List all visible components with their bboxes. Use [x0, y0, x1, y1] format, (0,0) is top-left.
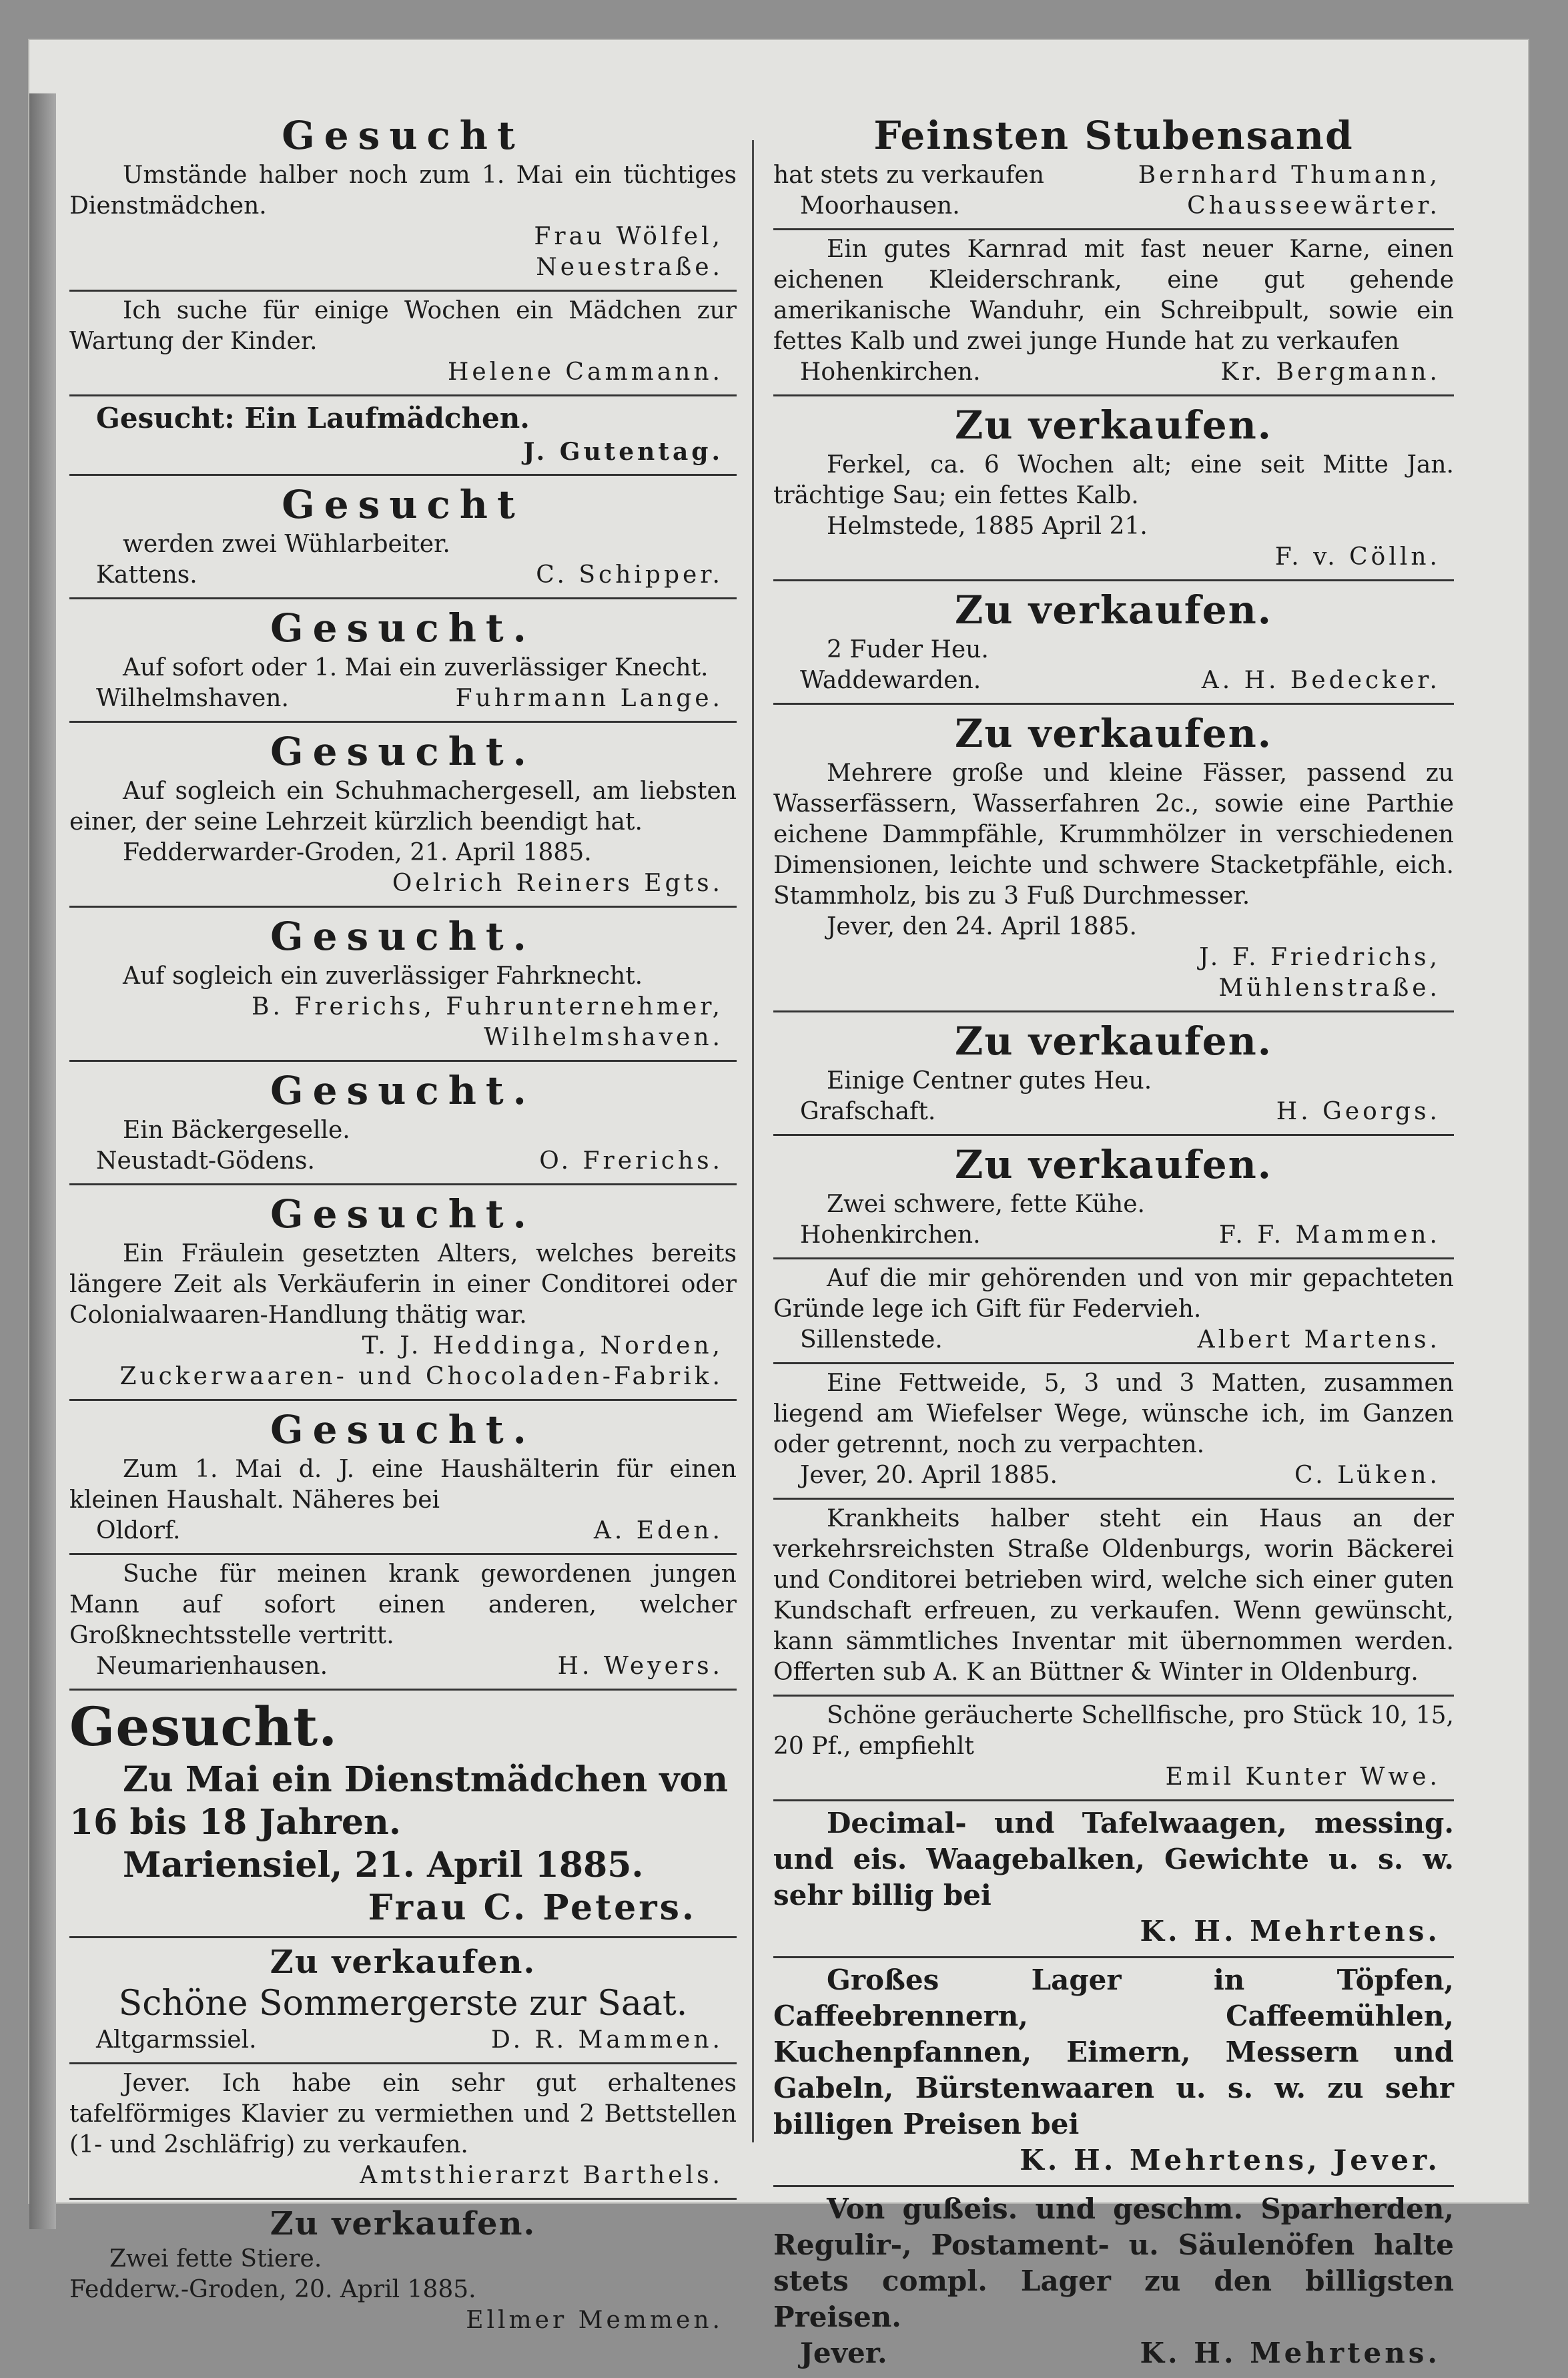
ad-place-date: Fedderw.-Groden, 20. April 1885.: [69, 2276, 476, 2303]
ad-signature: A. Eden.: [593, 1517, 723, 1544]
ad-heading: Zu verkaufen.: [954, 711, 1272, 756]
ad-signature: F. F. Mammen.: [1218, 1221, 1441, 1249]
ad-signature-row: [69, 2025, 737, 2056]
ad-heading: Zu verkaufen.: [270, 2205, 536, 2243]
ad-heading: Zu verkaufen.: [954, 587, 1272, 633]
ad-text: Auf sofort oder 1. Mai ein zuverlässiger Knecht.: [123, 654, 709, 681]
ad-memmen: [69, 2200, 737, 2343]
ad-text: Jever. Ich habe ein sehr gut erhaltenes tafelförmiges Klavier zu vermiethen und 2 Bettstellen (1- und 2schläfrig) zu verkaufen.: [69, 2070, 737, 2158]
ad-lange: [69, 599, 737, 723]
ad-coelln: [773, 396, 1454, 581]
ad-text: werden zwei Wühlarbeiter.: [123, 531, 450, 558]
ad-schipper: [69, 476, 737, 599]
ad-text: Zwei fette Stiere.: [109, 2245, 322, 2273]
ad-georgs: [773, 1012, 1454, 1136]
ad-text: Zu Mai ein Dienstmädchen von 16 bis 18 Jahren.: [69, 1759, 729, 1843]
ad-signature-row: [773, 1097, 1454, 1127]
ad-signature: K. H. Mehrtens, Jever.: [1020, 2144, 1441, 2176]
ad-heading: Gesucht.: [270, 1407, 536, 1452]
ad-heddinga: [69, 1185, 737, 1401]
ad-martens: [773, 1259, 1454, 1364]
ad-kunter: [773, 1697, 1454, 1801]
ad-mehrtens-herde: [773, 2187, 1454, 2378]
ad-signature: O. Frerichs.: [539, 1147, 723, 1175]
ad-gutentag: [69, 396, 737, 476]
right-column: [773, 107, 1454, 2378]
ad-signature: Bernhard Thumann,: [1138, 162, 1441, 189]
ad-place: Altgarmssiel.: [96, 2026, 257, 2054]
ad-place: Grafschaft.: [800, 1098, 936, 1125]
ad-signature: F. v. Cölln.: [1274, 543, 1441, 571]
ad-heading: Gesucht.: [69, 1695, 338, 1758]
ad-place: Hohenkirchen.: [800, 358, 981, 386]
ad-signature-row: [69, 560, 737, 591]
ad-signature: Helene Cammann.: [447, 358, 723, 386]
ad-heading: Zu verkaufen.: [954, 1018, 1272, 1064]
ad-place-date: Jever, den 24. April 1885.: [827, 913, 1137, 940]
ad-signature: C. Lüken.: [1294, 1462, 1441, 1489]
ad-signature: Emil Kunter Wwe.: [1165, 1763, 1441, 1791]
ad-signature: Kr. Bergmann.: [1220, 358, 1441, 386]
ad-lueken: [773, 1364, 1454, 1500]
ad-signature-row: [69, 1651, 737, 1682]
ad-text: Ein Fräulein gesetzten Alters, welches bereits längere Zeit als Verkäuferin in einer Conditorei oder Colonialwaaren-Handlung thätig war.: [69, 1240, 737, 1329]
page-binding-edge: [29, 93, 56, 2229]
ad-mehrtens-lager: [773, 1958, 1454, 2187]
ad-peters: [69, 1691, 737, 1938]
ad-text: Auf die mir gehörenden und von mir gepachteten Gründe lege ich Gift für Federvieh.: [773, 1265, 1454, 1323]
ad-signature: Fuhrmann Lange.: [455, 685, 723, 712]
ad-woelfel: [69, 107, 737, 292]
ad-signature: T. J. Heddinga, Norden,: [362, 1332, 723, 1360]
ad-signature-row: [773, 1460, 1454, 1491]
ad-signature: Albert Martens.: [1197, 1326, 1441, 1354]
ad-text: Mehrere große und kleine Fässer, passend zu Wasserfässern, Wasserfahren 2c., sowie eine Parthie eichene Dammpfähle, Krummhölzer in verschiedenen Dimensionen, leichte und schwere Stacketpfähle, eich. Stammholz, bis zu 3 Fuß Durchmesser.: [773, 760, 1454, 910]
ad-text: Ferkel, ca. 6 Wochen alt; eine seit Mitte Jan. trächtige Sau; ein fettes Kalb.: [773, 451, 1454, 509]
ad-place: Kattens.: [96, 561, 198, 589]
ad-heading: Zu verkaufen.: [954, 402, 1272, 448]
ad-place: Waddewarden.: [800, 667, 982, 694]
ad-signature-address: Neuestraße.: [536, 254, 723, 281]
ad-text: 2 Fuder Heu.: [827, 636, 989, 663]
ad-text: Ein Bäckergeselle.: [123, 1117, 350, 1144]
ad-text: Gesucht: Ein Laufmädchen.: [96, 402, 530, 434]
ad-place: Oldorf.: [96, 1517, 181, 1544]
ad-signature: Oelrich Reiners Egts.: [392, 870, 723, 897]
ad-text-row: [773, 160, 1454, 191]
ad-signature-address: Wilhelmshaven.: [484, 1024, 723, 1051]
ad-signature-row: [773, 2335, 1454, 2371]
ad-signature-row: [69, 683, 737, 714]
ad-signature: H. Weyers.: [557, 1653, 723, 1680]
ad-text: Zwei schwere, fette Kühe.: [827, 1191, 1145, 1218]
ad-text: Ich suche für einige Wochen ein Mädchen zur Wartung der Kinder.: [69, 297, 737, 355]
ad-signature-row: [773, 1325, 1454, 1356]
ad-text: hat stets zu verkaufen: [773, 162, 1044, 189]
ad-weyers: [69, 1555, 737, 1691]
ad-friedrichs: [773, 705, 1454, 1012]
ad-place-date: Mariensiel, 21. April 1885.: [123, 1845, 644, 1885]
ad-signature-row: [69, 1146, 737, 1177]
ad-heading: Gesucht.: [270, 729, 536, 774]
ad-place: Jever, 20. April 1885.: [800, 1462, 1058, 1489]
ad-text: Schöne geräucherte Schellfische, pro Stück 10, 15, 20 Pf., empfiehlt: [773, 1702, 1454, 1760]
ad-heading: Gesucht.: [270, 914, 536, 959]
ad-text: Schöne Sommergerste zur Saat.: [118, 1984, 688, 2024]
ad-place: Hohenkirchen.: [800, 1221, 981, 1249]
ad-signature: Frau Wölfel,: [534, 223, 723, 250]
ad-signature: Ellmer Memmen.: [466, 2307, 723, 2334]
ad-signature: K. H. Mehrtens.: [1140, 2337, 1441, 2369]
ad-cammann: [69, 292, 737, 396]
column-divider: [752, 140, 754, 2142]
ad-heading: Zu verkaufen.: [954, 1142, 1272, 1187]
ad-barthels: [69, 2064, 737, 2200]
ad-thumann: [773, 107, 1454, 230]
ad-frerichs-o: [69, 1062, 737, 1185]
ad-text: Auf sogleich ein Schuhmachergesell, am liebsten einer, der seine Lehrzeit kürzlich beendigt hat.: [69, 778, 737, 836]
ad-signature: Frau C. Peters.: [368, 1887, 697, 1928]
ad-egts: [69, 723, 737, 908]
ad-mehrtens-waagen: [773, 1801, 1454, 1958]
ad-signature: J. Gutentag.: [523, 438, 723, 466]
ad-signature: C. Schipper.: [536, 561, 723, 589]
ad-heading: Gesucht: [282, 113, 524, 158]
ad-text: Von gußeis. und geschm. Sparherden, Regulir-, Postament- u. Säulenöfen halte stets compl. Lager zu den billigsten Preisen.: [773, 2192, 1454, 2333]
ad-text: Decimal- und Tafelwaagen, messing. und eis. Waagebalken, Gewichte u. s. w. sehr billig bei: [773, 1807, 1454, 1911]
ad-signature: J. F. Friedrichs,: [1199, 944, 1441, 971]
ad-place: Neumarienhausen.: [96, 1653, 328, 1680]
ad-text: Suche für meinen krank gewordenen jungen Mann auf sofort einen anderen, welcher Großknechtsstelle vertritt.: [69, 1560, 737, 1649]
ad-heading: Gesucht.: [270, 1068, 536, 1113]
ad-text: Ein gutes Karnrad mit fast neuer Karne, einen eichenen Kleiderschrank, eine gut gehende amerikanische Wanduhr, ein Schreibpult, sowie ein fettes Kalb und zwei junge Hunde hat zu verkaufen: [773, 236, 1454, 355]
ad-mammen-dr: [69, 1938, 737, 2064]
ad-text: Einige Centner gutes Heu.: [827, 1067, 1152, 1095]
ad-text: Eine Fettweide, 5, 3 und 3 Matten, zusammen liegend am Wiefelser Wege, wünsche ich, im Ganzen oder getrennt, noch zu verpachten.: [773, 1370, 1454, 1458]
ad-text: Großes Lager in Töpfen, Caffeebrennern, Caffeemühlen, Kuchenpfannen, Eimern, Messern und Gabeln, Bürstenwaaren u. s. w. zu sehr billigen Preisen bei: [773, 1964, 1454, 2140]
ad-bedecker: [773, 581, 1454, 705]
ad-text: Auf sogleich ein zuverlässiger Fahrknecht.: [123, 962, 643, 990]
ad-signature-row: [773, 357, 1454, 388]
ad-eden: [69, 1401, 737, 1555]
ad-place: Moorhausen.: [800, 192, 960, 220]
ad-signature-row: [773, 1220, 1454, 1251]
ad-signature: D. R. Mammen.: [491, 2026, 723, 2054]
ad-place-date: Fedderwarder-Groden, 21. April 1885.: [123, 839, 592, 866]
ad-signature-row: [773, 191, 1454, 222]
ad-signature-row: [69, 1516, 737, 1546]
ad-bergmann: [773, 230, 1454, 396]
ad-mammen-ff: [773, 1136, 1454, 1259]
ad-signature-row: [773, 665, 1454, 696]
ad-heading: Gesucht.: [270, 605, 536, 651]
ad-signature-firm: Zuckerwaaren- und Chocoladen-Fabrik.: [119, 1363, 723, 1390]
ad-signature-address: Mühlenstraße.: [1218, 974, 1441, 1002]
ad-signature-title: Chausseewärter.: [1187, 192, 1441, 220]
ad-place: Wilhelmshaven.: [96, 685, 289, 712]
ad-signature: H. Georgs.: [1276, 1098, 1441, 1125]
ad-text: Zum 1. Mai d. J. eine Haushälterin für einen kleinen Haushalt. Näheres bei: [69, 1456, 737, 1514]
ad-signature: A. H. Bedecker.: [1201, 667, 1441, 694]
ad-haus-verkauf: [773, 1500, 1454, 1697]
ad-signature: K. H. Mehrtens.: [1140, 1915, 1441, 1948]
ad-place: Neustadt-Gödens.: [96, 1147, 315, 1175]
ad-frerichs-b: [69, 908, 737, 1062]
ad-signature: Amtsthierarzt Barthels.: [360, 2162, 723, 2189]
ad-heading: Zu verkaufen.: [270, 1944, 536, 1981]
ad-line: [69, 400, 737, 436]
ad-signature: B. Frerichs, Fuhrunternehmer,: [252, 993, 723, 1020]
ad-text: Krankheits halber steht ein Haus an der verkehrsreichsten Straße Oldenburgs, worin Bäckerei und Conditorei betrieben wird, welche sich einer guten Kundschaft erfreuen, zu verkaufen. Wenn gewünscht, kann sämmtliches Inventar mit übernommen werden. Offerten sub A. K an Büttner & Winter in Oldenburg.: [773, 1505, 1454, 1686]
newspaper-page: [29, 40, 1528, 2369]
ad-heading: Feinsten Stubensand: [873, 113, 1354, 158]
ad-heading: Gesucht.: [270, 1191, 536, 1237]
ad-heading: Gesucht: [282, 482, 524, 527]
left-column: [69, 107, 737, 2343]
ad-place: Jever.: [800, 2337, 887, 2369]
ad-place-date: Helmstede, 1885 April 21.: [827, 513, 1148, 540]
ad-place: Sillenstede.: [800, 1326, 943, 1354]
ad-text: Umstände halber noch zum 1. Mai ein tüchtiges Dienstmädchen.: [69, 162, 737, 220]
